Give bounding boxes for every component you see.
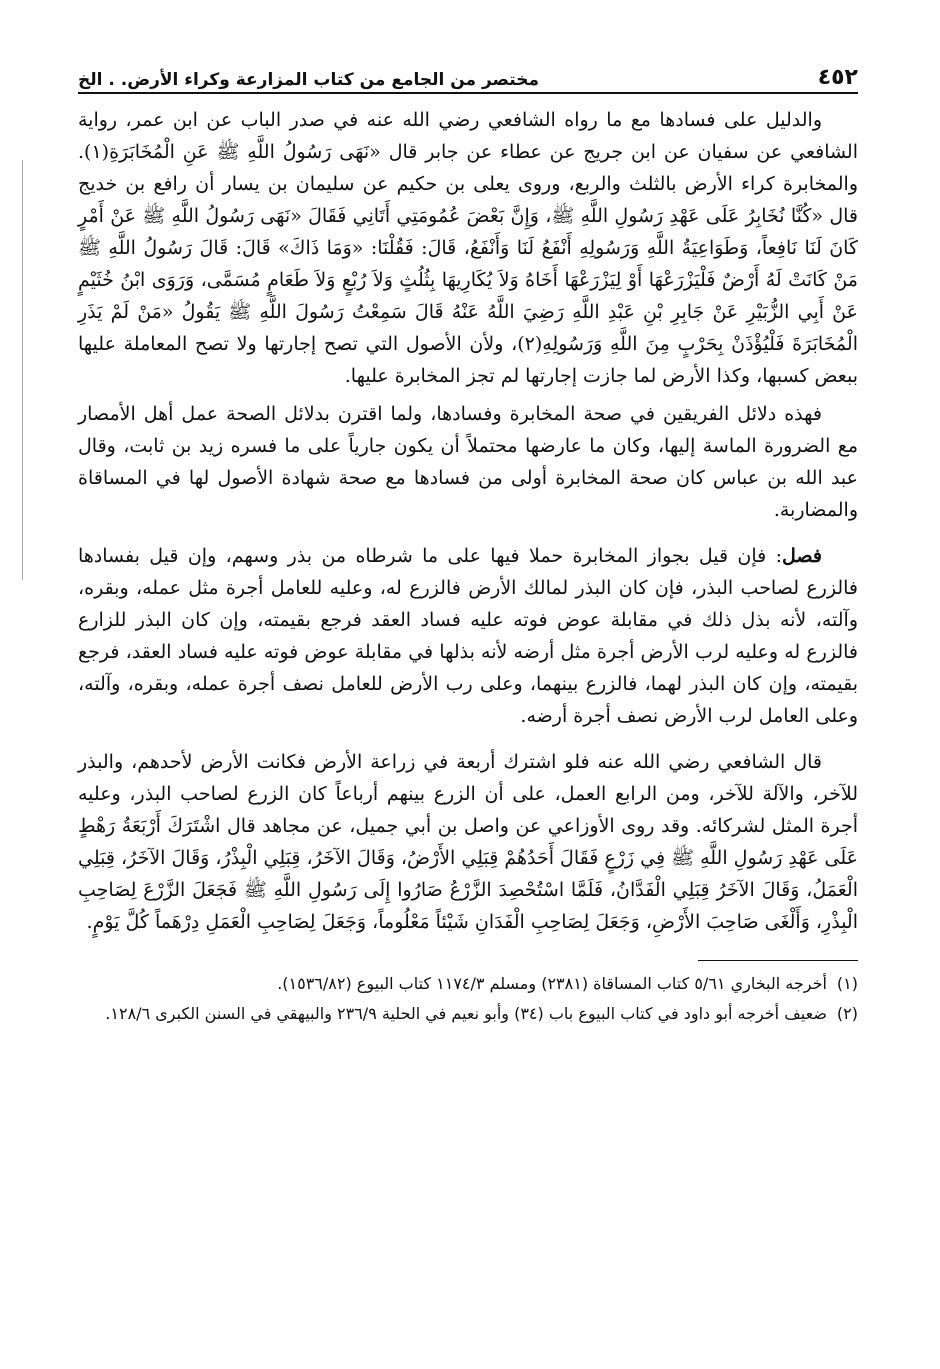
margin-scan-line bbox=[22, 160, 23, 580]
footnote-1 bbox=[78, 971, 858, 997]
page-number: ٤٥٢ bbox=[817, 65, 858, 90]
footnote-2-text: ضعيف أخرجه أبو داود في كتاب البيوع باب (٣٤) وأبو نعيم في الحلية ٢٣٦/٩ والبيهقي في السنن الكبرى ١٢٨/٦. bbox=[105, 1004, 827, 1023]
fasl-text: : فإن قيل بجواز المخابرة حملا فيها على ما شرطاه من بذر وسهم، وإن قيل بفسادها فالزرع لصاحب البذر، فإن كان البذر لمالك الأرض فالزرع له، وعليه للعامل أجرة مثل عمله، وبقره، وآلته، لأنه بذل ذلك في مقابلة عوض فوته عليه فساد العقد فرجع بقيمته، وإن كان البذر للزارع فالزرع له وعليه لرب الأرض أجرة مثل أرضه لأنه بذلها في مقابلة عوض فوته عليه فساد العقد، فرجع بقيمته، وإن كان البذر لهما، فالزرع بينهما، وعلى رب الأرض للعامل نصف أجرة عمله، وبقره، وآلته، وعلى العامل لرب الأرض نصف أجرة أرضه. bbox=[78, 545, 858, 727]
paragraph-fasl bbox=[78, 540, 858, 732]
fasl-label: فصل bbox=[782, 545, 822, 567]
footnote-1-mark: (١) bbox=[836, 974, 858, 993]
footnotes bbox=[78, 971, 858, 1027]
footnote-1-text: أخرجه البخاري ٥/٦١ كتاب المساقاة (٢٣٨١) ومسلم ١١٧٤/٣ كتاب البيوع (١٥٣٦/٨٢). bbox=[277, 974, 827, 993]
paragraph-summary: فهذه دلائل الفريقين في صحة المخابرة وفسادها، ولما اقترن بدلائل الصحة عمل أهل الأمصار مع الضرورة الماسة إليها، وكان ما عارضها محتملاً أن يكون جارياً على ما فسره زيد بن ثابت، وقال عبد الله بن عباس كان صحة المخابرة أولى من فسادها مع صحة شهادة الأصول لها في المساقاة والمضاربة. bbox=[78, 403, 858, 521]
running-header bbox=[78, 60, 858, 94]
footnote-2 bbox=[78, 1001, 858, 1027]
footnote-separator bbox=[698, 960, 858, 961]
running-title: مختصر من الجامع من كتاب المزارعة وكراء الأرض. . الخ bbox=[78, 70, 540, 90]
paragraph-shafii: قال الشافعي رضي الله عنه فلو اشترك أربعة في زراعة الأرض فكانت الأرض لأحدهم، والبذر للآخر، والآلة للآخر، ومن الرابع العمل، على أن الزرع بينهم أرباعاً كان الزرع لصاحب البذر، وعليه أجرة المثل لشركائه. وقد روى الأوزاعي عن واصل بن أبي جميل، عن مجاهد قال اشْتَرَكَ أَرْبَعَةُ رَهْطٍ عَلَى عَهْدِ رَسُولِ اللَّهِ ﷺ فِي زَرْعٍ فَقَالَ أَحَدُهُمْ قِبَلِي الأَرْضُ، وَقَالَ الآخَرُ، قِبَلِي الْبِذْرُ، وَقَالَ الآخَرُ، قِبَلِي الْعَمَلُ، وَقَالَ الآخَرُ قِبَلِي الْفَدَّانُ، فَلَمَّا اسْتُحْصِدَ الزَّرْعُ صَارُوا إِلَى رَسُولِ اللَّهِ ﷺ فَجَعَلَ الزَّرْعَ لِصَاحِبِ الْبِذْرِ، وَأَلْغَى صَاحِبَ الأَرْضِ، وَجَعَلَ لِصَاحِبِ الْفَدَانِ شَيْئاً مَعْلُوماً، وَجَعَلَ لِصَاحِبِ الْعَمَلِ دِرْهَماً كُلَّ يَوْمٍ. bbox=[78, 751, 858, 933]
main-text bbox=[78, 104, 858, 938]
footnote-2-mark: (٢) bbox=[836, 1004, 858, 1023]
book-page bbox=[78, 60, 858, 1031]
paragraph-evidence: والدليل على فسادها مع ما رواه الشافعي رضي الله عنه في صدر الباب عن ابن عمر، رواية الشافعي عن سفيان عن ابن جريج عن عطاء عن جابر قال «نَهَى رَسُولُ اللَّهِ ﷺ عَنِ الْمُخَابَرَةِ(١). والمخابرة كراء الأرض بالثلث والربع، وروى يعلى بن حكيم عن سليمان بن يسار أن رافع بن خديج قال «كُنَّا نُخَابِرُ عَلَى عَهْدِ رَسُولِ اللَّهِ ﷺ، وَإِنَّ بَعْضَ عُمُومَتِي أَتَانِي فَقَالَ «نَهَى رَسُولُ اللَّهِ ﷺ عَنْ أَمْرٍ كَانَ لَنَا نَافِعاً، وَطَوَاعِيَةُ اللَّهِ وَرَسُولِهِ أَنْفَعُ لَنَا وَأَنْفَعُ، قَالَ: فَقُلْنَا: «وَمَا ذَاكَ» قَالَ: قَالَ رَسُولُ اللَّهِ ﷺ مَنْ كَانَتْ لَهُ أَرْضٌ فَلْيَزْرَعْهَا أَوْ لِيَزْرَعْهَا أَخَاهُ وَلاَ يُكَارِيهَا بِثُلُثٍ وَلاَ رُبْعٍ وَلاَ طَعَامٍ مُسَمَّى، وَرَوَى ابْنُ خُثَيْمٍ عَنْ أَبِي الزُّبَيْرِ عَنْ جَابِرِ بْنِ عَبْدِ اللَّهِ رَضِيَ اللَّهُ عَنْهُ قَالَ سَمِعْتُ رَسُولَ اللَّهِ ﷺ يَقُولُ «مَنْ لَمْ يَذَرِ الْمُخَابَرَةَ فَلْيُؤْذَنْ بِحَرْبٍ مِنَ اللَّهِ وَرَسُولِهِ(٢)، ولأن الأصول التي تصح إجارتها ولا تصح المعاملة عليها ببعض كسبها، وكذا الأرض لما جازت إجارتها لم تجز المخابرة عليها. bbox=[78, 109, 858, 387]
